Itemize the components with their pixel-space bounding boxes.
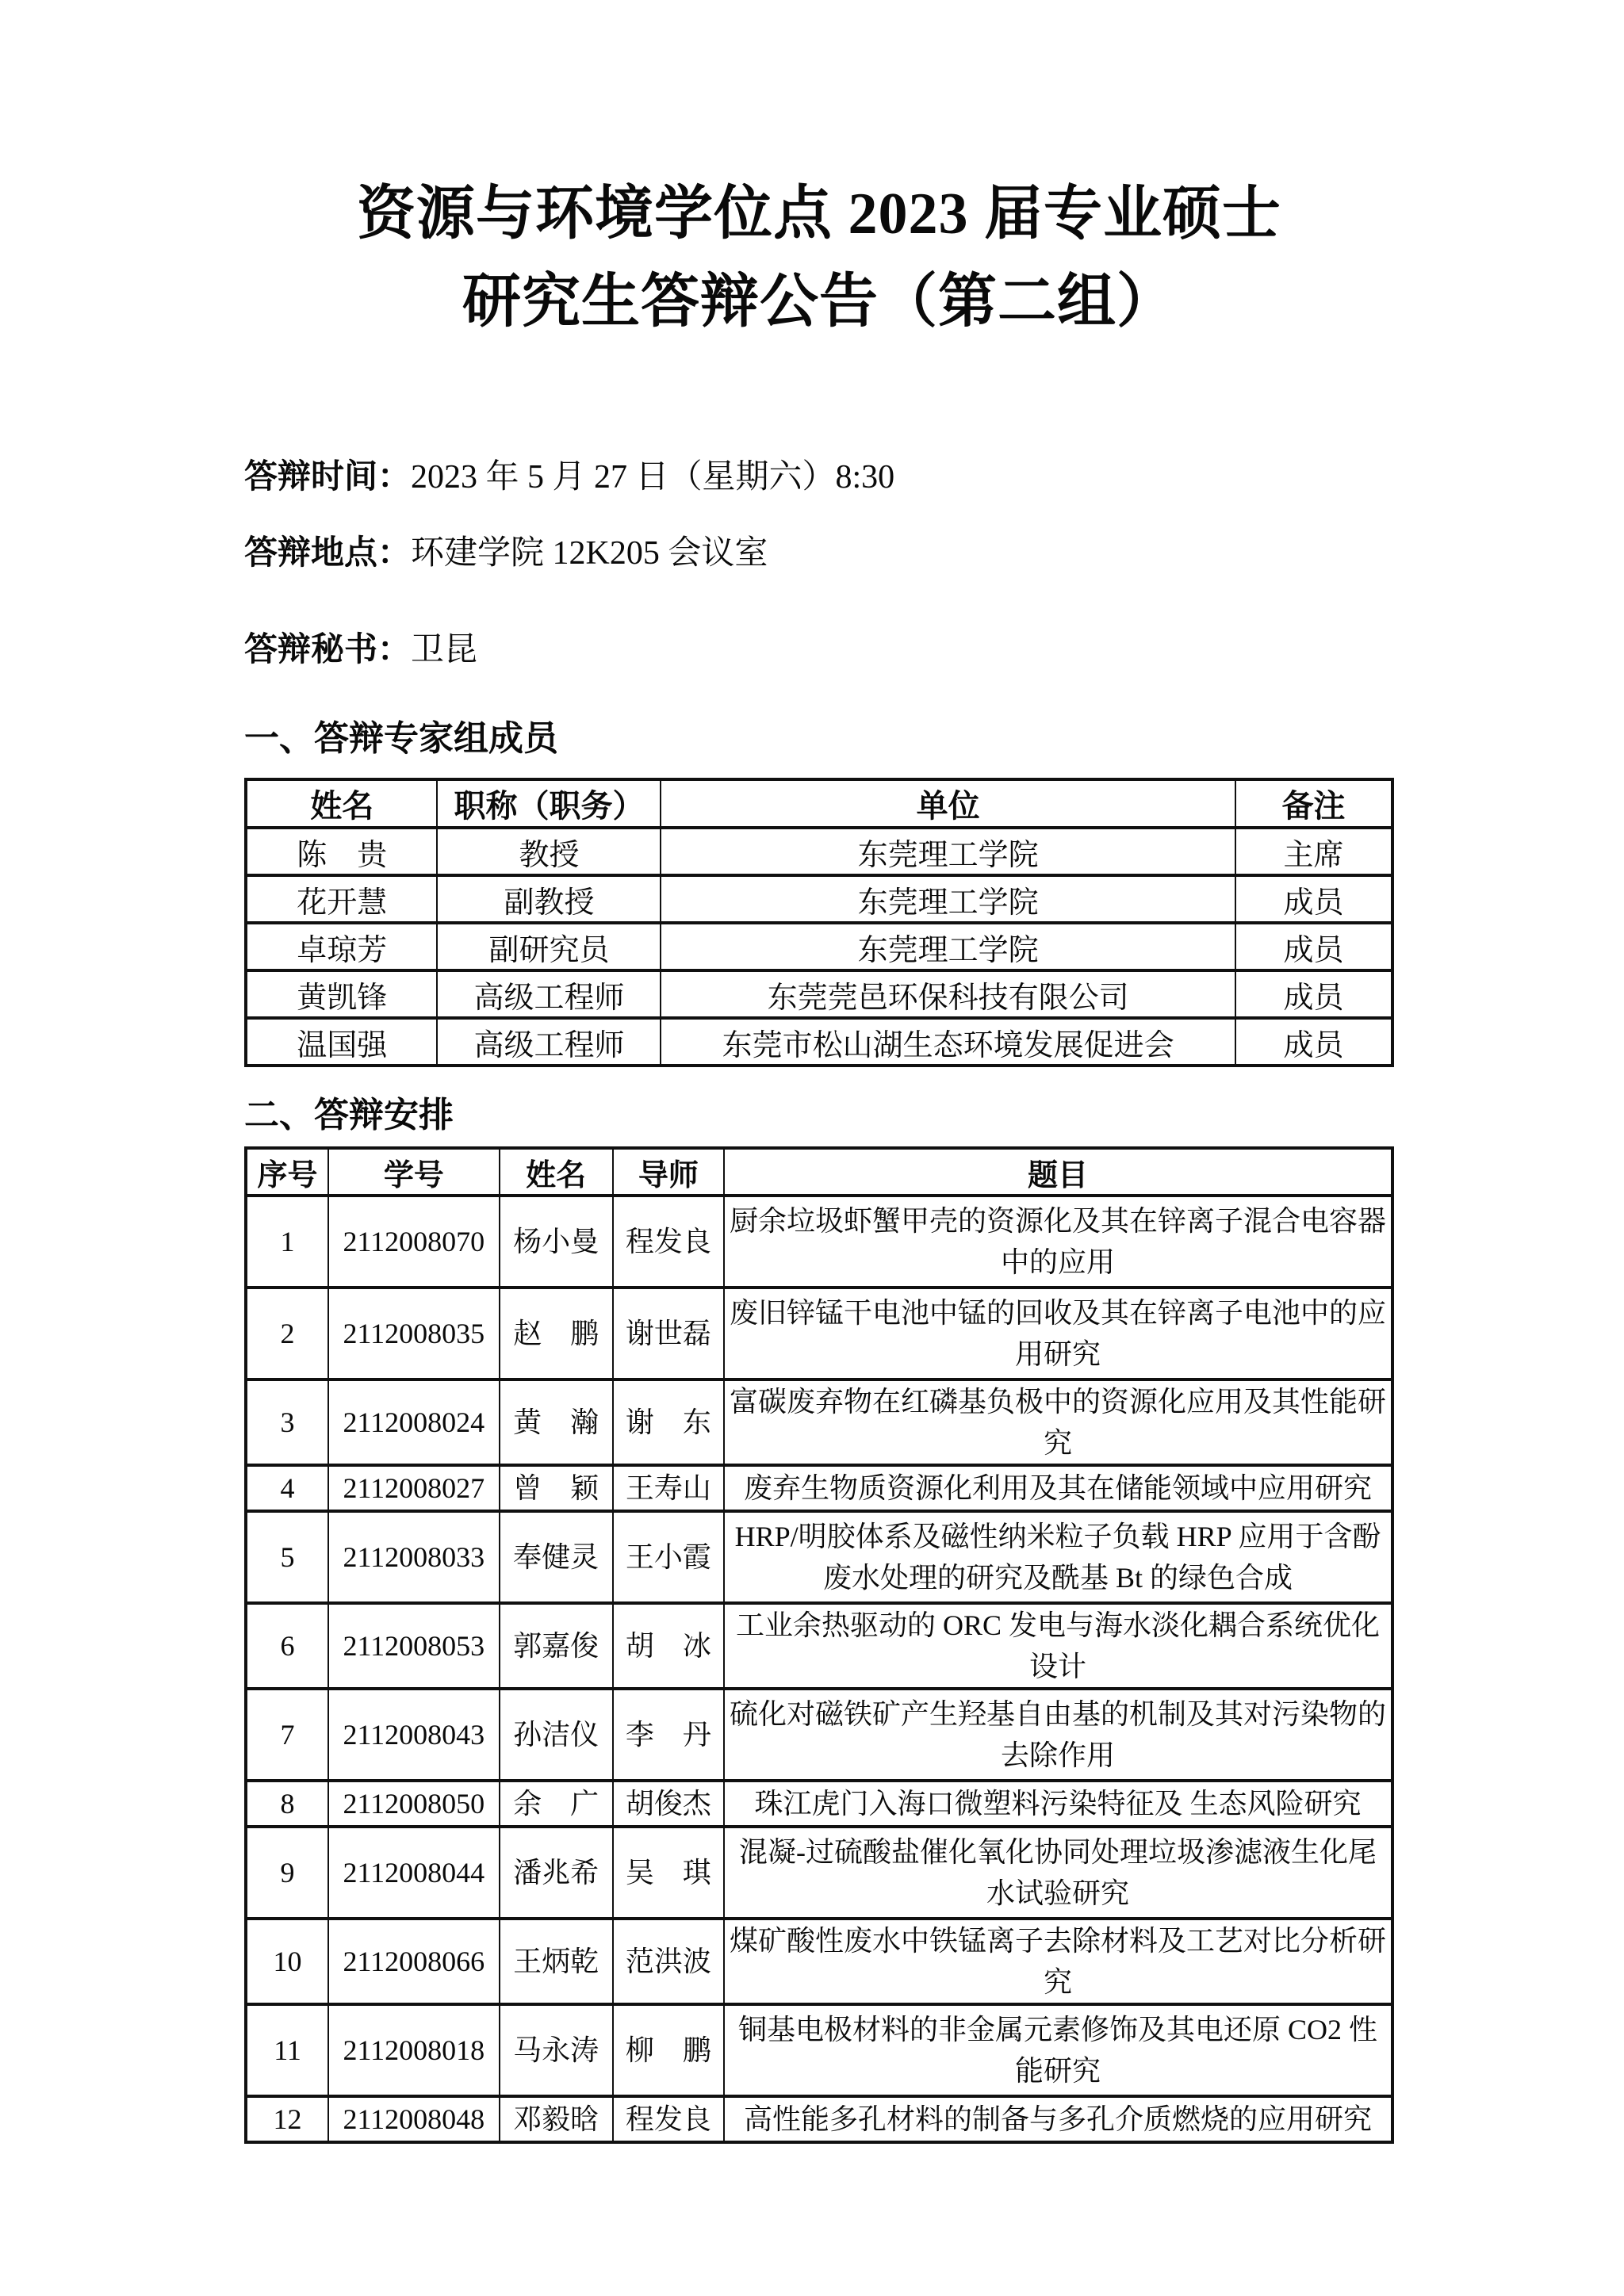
page-title xyxy=(244,170,1394,346)
student-name: 马永涛 xyxy=(500,2004,613,2096)
committee-row xyxy=(246,875,1392,923)
schedule-row xyxy=(246,1380,1392,1465)
defense-secretary-value: 卫昆 xyxy=(411,632,478,668)
supervisor-name: 谢 东 xyxy=(613,1380,724,1465)
committee-row xyxy=(246,923,1392,970)
student-name: 邓毅晗 xyxy=(500,2096,613,2142)
defense-time-label: 答辩时间： xyxy=(244,459,412,496)
title-line-1: 资源与环境学位点 2023 届专业硕士 xyxy=(357,182,1281,247)
student-name: 王炳乾 xyxy=(500,1919,613,2004)
member-title: 副研究员 xyxy=(437,923,661,970)
student-id: 2112008044 xyxy=(328,1827,499,1919)
defense-place-label: 答辩地点： xyxy=(244,535,412,572)
member-unit: 东莞理工学院 xyxy=(661,828,1235,875)
row-index: 1 xyxy=(246,1196,328,1288)
supervisor-name: 程发良 xyxy=(613,2096,724,2142)
thesis-title: 工业余热驱动的 ORC 发电与海水淡化耦合系统优化设计 xyxy=(724,1603,1392,1689)
column-header-title: 职称（职务） xyxy=(437,779,661,828)
member-note: 成员 xyxy=(1235,875,1392,923)
row-index: 11 xyxy=(246,2004,328,2096)
schedule-table xyxy=(244,1146,1394,2144)
student-name: 赵 鹏 xyxy=(500,1288,613,1380)
row-index: 12 xyxy=(246,2096,328,2142)
schedule-row xyxy=(246,1689,1392,1781)
row-index: 7 xyxy=(246,1689,328,1781)
supervisor-name: 谢世磊 xyxy=(613,1288,724,1380)
student-id: 2112008048 xyxy=(328,2096,499,2142)
committee-row xyxy=(246,1018,1392,1066)
student-id: 2112008024 xyxy=(328,1380,499,1465)
supervisor-name: 范洪波 xyxy=(613,1919,724,2004)
member-name: 温国强 xyxy=(246,1018,437,1066)
student-id: 2112008027 xyxy=(328,1465,499,1511)
thesis-title: 废旧锌锰干电池中锰的回收及其在锌离子电池中的应用研究 xyxy=(724,1288,1392,1380)
student-id: 2112008033 xyxy=(328,1511,499,1603)
supervisor-name: 程发良 xyxy=(613,1196,724,1288)
defense-place-value: 环建学院 12K205 会议室 xyxy=(411,535,768,572)
column-header-index: 序号 xyxy=(246,1148,328,1196)
member-note: 成员 xyxy=(1235,1018,1392,1066)
schedule-row xyxy=(246,1511,1392,1603)
row-index: 2 xyxy=(246,1288,328,1380)
supervisor-name: 李 丹 xyxy=(613,1689,724,1781)
column-header-unit: 单位 xyxy=(661,779,1235,828)
column-header-name: 姓名 xyxy=(246,779,437,828)
schedule-row xyxy=(246,1465,1392,1511)
schedule-row xyxy=(246,1919,1392,2004)
member-note: 成员 xyxy=(1235,970,1392,1018)
schedule-row xyxy=(246,1288,1392,1380)
row-index: 6 xyxy=(246,1603,328,1689)
schedule-header-row xyxy=(246,1148,1392,1196)
thesis-title: 高性能多孔材料的制备与多孔介质燃烧的应用研究 xyxy=(724,2096,1392,2142)
member-title: 教授 xyxy=(437,828,661,875)
thesis-title: 废弃生物质资源化利用及其在储能领域中应用研究 xyxy=(724,1465,1392,1511)
member-note: 成员 xyxy=(1235,923,1392,970)
student-name: 潘兆希 xyxy=(500,1827,613,1919)
member-unit: 东莞理工学院 xyxy=(661,875,1235,923)
member-name: 卓琼芳 xyxy=(246,923,437,970)
thesis-title: 硫化对磁铁矿产生羟基自由基的机制及其对污染物的去除作用 xyxy=(724,1689,1392,1781)
member-unit: 东莞理工学院 xyxy=(661,923,1235,970)
student-id: 2112008050 xyxy=(328,1781,499,1827)
student-id: 2112008053 xyxy=(328,1603,499,1689)
schedule-row xyxy=(246,2004,1392,2096)
defense-secretary-label: 答辩秘书： xyxy=(244,632,412,668)
schedule-row xyxy=(246,2096,1392,2142)
column-header-student-name: 姓名 xyxy=(500,1148,613,1196)
student-id: 2112008018 xyxy=(328,2004,499,2096)
supervisor-name: 胡 冰 xyxy=(613,1603,724,1689)
defense-time-line xyxy=(244,456,1394,499)
supervisor-name: 吴 琪 xyxy=(613,1827,724,1919)
member-name: 花开慧 xyxy=(246,875,437,923)
row-index: 8 xyxy=(246,1781,328,1827)
row-index: 9 xyxy=(246,1827,328,1919)
student-id: 2112008043 xyxy=(328,1689,499,1781)
student-name: 郭嘉俊 xyxy=(500,1603,613,1689)
student-name: 曾 颖 xyxy=(500,1465,613,1511)
member-unit: 东莞市松山湖生态环境发展促进会 xyxy=(661,1018,1235,1066)
thesis-title: 混凝-过硫酸盐催化氧化协同处理垃圾渗滤液生化尾水试验研究 xyxy=(724,1827,1392,1919)
committee-table xyxy=(244,778,1394,1067)
thesis-title: 珠江虎门入海口微塑料污染特征及 生态风险研究 xyxy=(724,1781,1392,1827)
row-index: 4 xyxy=(246,1465,328,1511)
supervisor-name: 柳 鹏 xyxy=(613,2004,724,2096)
column-header-student-id: 学号 xyxy=(328,1148,499,1196)
student-name: 余 广 xyxy=(500,1781,613,1827)
committee-row xyxy=(246,828,1392,875)
row-index: 5 xyxy=(246,1511,328,1603)
member-note: 主席 xyxy=(1235,828,1392,875)
column-header-supervisor: 导师 xyxy=(613,1148,724,1196)
committee-header-row xyxy=(246,779,1392,828)
schedule-row xyxy=(246,1196,1392,1288)
member-title: 高级工程师 xyxy=(437,1018,661,1066)
schedule-row xyxy=(246,1781,1392,1827)
student-id: 2112008066 xyxy=(328,1919,499,2004)
student-name: 孙洁仪 xyxy=(500,1689,613,1781)
supervisor-name: 王寿山 xyxy=(613,1465,724,1511)
student-name: 黄 瀚 xyxy=(500,1380,613,1465)
column-header-thesis-title: 题目 xyxy=(724,1148,1392,1196)
thesis-title: 厨余垃圾虾蟹甲壳的资源化及其在锌离子混合电容器中的应用 xyxy=(724,1196,1392,1288)
member-unit: 东莞莞邑环保科技有限公司 xyxy=(661,970,1235,1018)
defense-place-line xyxy=(244,532,1394,575)
section-heading-schedule: 二、答辩安排 xyxy=(244,1096,454,1135)
supervisor-name: 王小霞 xyxy=(613,1511,724,1603)
title-line-2: 研究生答辩公告（第二组） xyxy=(462,270,1176,335)
schedule-row xyxy=(246,1827,1392,1919)
row-index: 10 xyxy=(246,1919,328,2004)
member-name: 陈 贵 xyxy=(246,828,437,875)
thesis-title: 铜基电极材料的非金属元素修饰及其电还原 CO2 性能研究 xyxy=(724,2004,1392,2096)
defense-secretary-line xyxy=(244,629,1394,672)
section-heading-committee: 一、答辩专家组成员 xyxy=(244,719,558,758)
member-title: 副教授 xyxy=(437,875,661,923)
committee-row xyxy=(246,970,1392,1018)
supervisor-name: 胡俊杰 xyxy=(613,1781,724,1827)
schedule-row xyxy=(246,1603,1392,1689)
row-index: 3 xyxy=(246,1380,328,1465)
column-header-note: 备注 xyxy=(1235,779,1392,828)
thesis-title: 煤矿酸性废水中铁锰离子去除材料及工艺对比分析研究 xyxy=(724,1919,1392,2004)
thesis-title: 富碳废弃物在红磷基负极中的资源化应用及其性能研究 xyxy=(724,1380,1392,1465)
member-name: 黄凯锋 xyxy=(246,970,437,1018)
thesis-title: HRP/明胶体系及磁性纳米粒子负载 HRP 应用于含酚废水处理的研究及酰基 Bt 的绿色合成 xyxy=(724,1511,1392,1603)
student-name: 奉健灵 xyxy=(500,1511,613,1603)
student-id: 2112008035 xyxy=(328,1288,499,1380)
student-id: 2112008070 xyxy=(328,1196,499,1288)
student-name: 杨小曼 xyxy=(500,1196,613,1288)
defense-time-value: 2023 年 5 月 27 日（星期六）8:30 xyxy=(411,459,895,496)
member-title: 高级工程师 xyxy=(437,970,661,1018)
